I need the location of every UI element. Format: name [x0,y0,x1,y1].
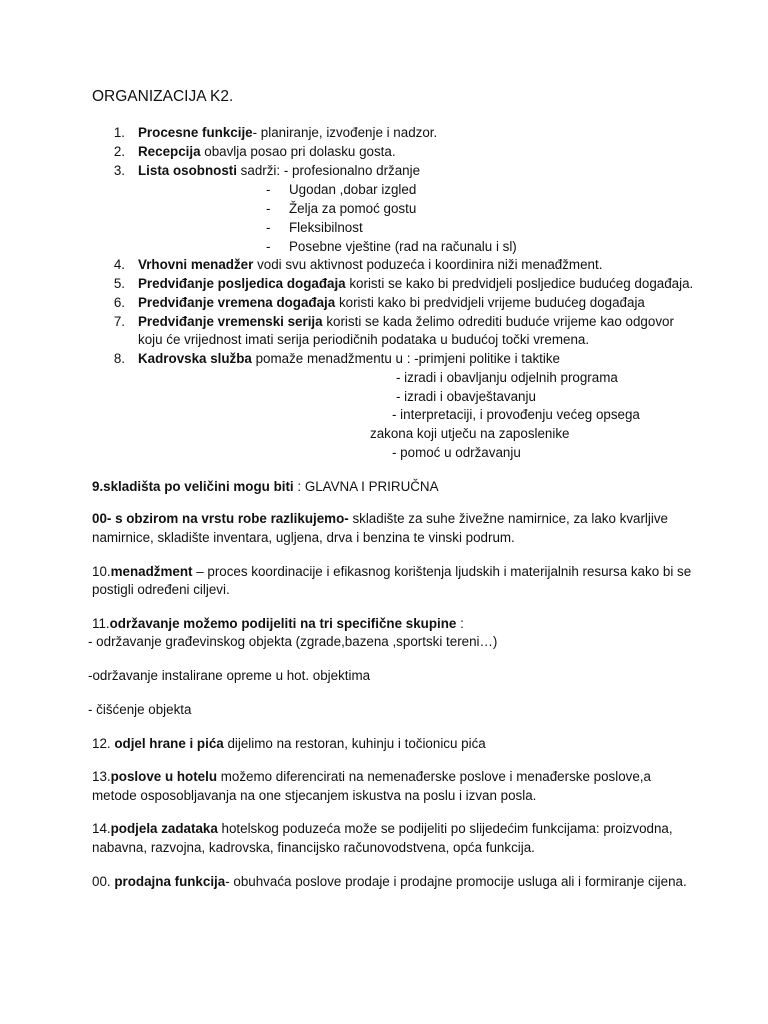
list-item-text: koristi kako bi predvidjeli vrijeme budućeg događaja [335,295,645,310]
sub-item: Fleksibilnost [289,220,363,235]
list-number: 1. [113,125,125,140]
paragraph-continuation: postigli određeni ciljevi. [92,582,230,597]
paragraph [92,615,464,632]
paragraph-term: 9.skladišta po veličini mogu biti [92,479,294,494]
paragraph-continuation: metode osposobljavanja na one stjecanjem iskustva na poslu i izvan posla. [92,788,537,803]
sub-item: - izradi i obavještavanju [396,389,536,404]
paragraph-term: prodajna funkcija [114,874,226,889]
list-item-term: Recepcija [138,144,201,159]
paragraph-text: možemo diferencirati na nemenađerske poslove i menađerske poslove,a [217,769,651,784]
paragraph-item: -održavanje instalirane opreme u hot. objektima [88,668,371,683]
paragraph-number: 13. [92,769,111,784]
sub-item: zakona koji utječu na zaposlenike [370,426,570,441]
paragraph-text: hotelskog poduzeća može se podijeliti po slijedećim funkcijama: proizvodna, [217,821,673,836]
list-item [138,294,645,311]
paragraph [92,873,687,890]
paragraph-text: - obuhvaća poslove prodaje i prodajne promocije usluga ali i formiranje cijena. [225,874,687,889]
list-item-continuation: koju će vrijednost imati serija periodičnih podataka u budućoj točki vremena. [138,332,590,347]
list-item [138,124,437,141]
list-item [138,275,693,292]
list-item-text: sadrži: - profesionalno držanje [236,163,421,178]
list-number: 5. [113,276,125,291]
list-number: 4. [113,257,125,272]
list-number: 3. [113,163,125,178]
list-item-text: pomaže menadžmentu u : -primjeni politike i taktike [251,351,560,366]
paragraph-continuation: nabavna, razvojna, kadrovska, financijsko računovodstvena, opća funkcija. [92,840,535,855]
list-item-term: Procesne funkcije [138,125,253,140]
paragraph-item: - održavanje građevinskog objekta (zgrade,bazena ,sportski tereni…) [88,634,498,649]
paragraph [92,735,486,752]
list-item [138,350,560,367]
document-title: ORGANIZACIJA K2. [92,88,234,105]
list-item-term: Predviđanje vremena događaja [138,295,336,310]
sub-item-dash: - [266,220,271,235]
paragraph-number: 10. [92,564,111,579]
list-item [138,256,602,273]
paragraph-term: menadžment [110,564,193,579]
list-item-text: koristi se kada želimo odrediti buduće vrijeme kao odgovor [322,314,674,329]
paragraph [92,820,673,837]
sub-item-dash: - [266,239,271,254]
paragraph-number: 12. [92,736,115,751]
sub-item: - pomoć u održavanju [392,445,521,460]
list-item [138,143,396,160]
list-item-term: Lista osobnosti [138,163,237,178]
sub-item: Ugodan ,dobar izgled [289,182,417,197]
list-item [138,162,420,179]
paragraph-term: podjela zadataka [110,821,218,836]
paragraph [92,768,651,785]
sub-item-dash: - [266,182,271,197]
paragraph [92,563,691,580]
list-item-term: Kadrovska služba [138,351,252,366]
paragraph-term: 00- s obzirom na vrstu robe razlikujemo- [92,511,349,526]
paragraph-text: – proces koordinacije i efikasnog korištenja ljudskih i materijalnih resursa kako bi se [192,564,692,579]
list-item-text: vodi svu aktivnost poduzeća i koordinira niži menađžment. [253,257,603,272]
paragraph-number: 14. [92,821,111,836]
list-number: 8. [113,351,125,366]
list-number: 6. [113,295,125,310]
list-item-term: Predviđanje posljedica događaja [138,276,346,291]
paragraph-term: poslove u hotelu [110,769,218,784]
paragraph-item: - čišćenje objekta [88,702,192,717]
paragraph-text: skladište za suhe živežne namirnice, za lako kvarljive [348,511,669,526]
list-item [138,313,674,330]
list-item-text: obavlja posao pri dolasku gosta. [200,144,396,159]
paragraph-term: održavanje možemo podijeliti na tri specifične skupine [109,616,457,631]
list-item-text: - planiranje, izvođenje i nadzor. [252,125,438,140]
paragraph-number: 00. [92,874,115,889]
paragraph-continuation: namirnice, skladište inventara, ugljena, drva i benzina te vinski podrum. [92,530,515,545]
paragraph-number: 11. [92,616,110,631]
sub-item: Želja za pomoć gostu [289,201,417,216]
paragraph-text: dijelimo na restoran, kuhinju i točionicu pića [223,736,486,751]
sub-item: Posebne vještine (rad na računalu i sl) [289,239,517,254]
list-number: 7. [113,314,125,329]
paragraph-term: odjel hrane i pića [114,736,224,751]
sub-item: - izradi i obavljanju odjelnih programa [396,370,618,385]
sub-item-dash: - [266,201,271,216]
list-item-term: Vrhovni menadžer [138,257,254,272]
list-item-text: koristi se kako bi predvidjeli posljedice budućeg događaja. [345,276,694,291]
paragraph-text: : GLAVNA I PRIRUČNA [293,479,439,494]
paragraph [92,478,439,495]
paragraph-text: : [456,616,464,631]
list-number: 2. [113,144,125,159]
sub-item: - interpretaciji, i provođenju većeg opsega [392,407,640,422]
paragraph [92,510,668,527]
list-item-term: Predviđanje vremenski serija [138,314,323,329]
